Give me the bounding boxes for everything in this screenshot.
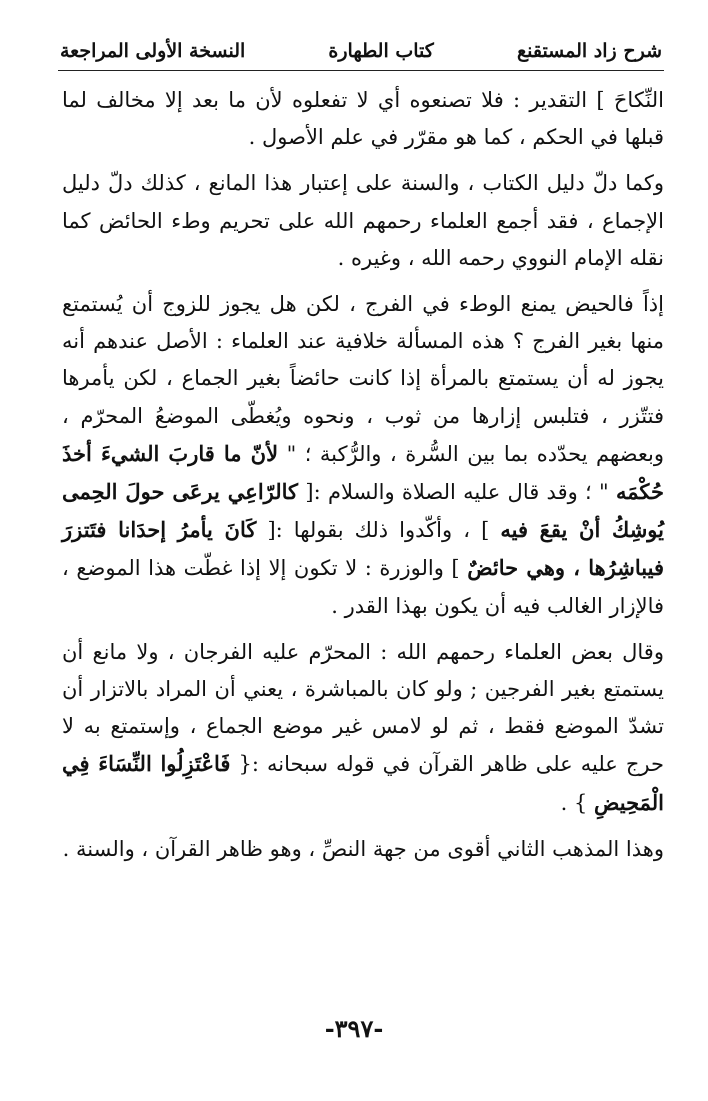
paragraph-2-text: وكما دلّ دليل الكتاب ، والسنة على إعتبار هذا المانع ، كذلك دلّ دليل الإجماع ، فقد أجمع العلماء رحمهم الله على تحريم وطء الحائض كما نقله الإمام النووي رحمه الله ، وغيره . xyxy=(62,171,664,270)
paragraph-4-text-c: } . xyxy=(560,790,588,815)
paragraph-1 xyxy=(62,82,664,156)
paragraph-3-text-c: " ؛ وقد قال عليه الصلاة والسلام :[ xyxy=(305,480,609,505)
legal-maxim: لأنّ ما قاربَ الشيءَ أخذَ حُكْمَه xyxy=(62,440,664,505)
paragraph-1-text: النِّكاحَ ] التقدير : فلا تصنعوه أي لا تفعلوه لأن ما بعد إلا مخالف لما قبلها في الحكم ، كما هو مقرّر في علم الأصول . xyxy=(62,88,664,150)
paragraph-3-text-a: إذاً فالحيض يمنع الوطء في الفرج ، لكن هل يجوز للزوج أن يُستمتع منها بغير الفرج ؟ هذه المسألة خلافية عند العلماء : الأصل عندهم أنه يجوز له أن يستمتع بالمرأة إذا كانت حائضاً بغير الجماع ، لكن يأمرها فتتّزر ، فتلبس إزارها من ثوب ، ونحوه ويُغطّى الموضعُ المحرّم ، وبعضهم يحدّده بما بين السُّرة ، والرُّكبة ؛ " xyxy=(62,292,665,466)
page-number: -٣٩٧- xyxy=(324,1014,384,1043)
header-chapter-title: كتاب الطهارة xyxy=(328,40,434,62)
header-edition-note: النسخة الأولى المراجعة xyxy=(60,40,246,62)
page-body xyxy=(62,82,664,868)
paragraph-2 xyxy=(62,165,664,277)
paragraph-3 xyxy=(62,286,664,625)
paragraph-3-text-g: ] والوزرة : لا تكون إلا إذا غطّت هذا الموضع ، فالإزار الغالب فيه أن يكون بهذا القدر . xyxy=(62,556,664,618)
header-book-title: شرح زاد المستقنع xyxy=(516,40,662,62)
quran-verse: فَاعْتَزِلُوا النِّسَاءَ فِي الْمَحِيضِ xyxy=(62,751,664,815)
header-divider xyxy=(58,70,664,71)
hadith-quote-1: كالرّاعِي يرعَى حولَ الحِمى يُوشِكُ أنْ يقعَ فيه xyxy=(62,479,664,543)
paragraph-5 xyxy=(62,831,664,868)
paragraph-4-text-a: وقال بعض العلماء رحمهم الله : المحرّم عليه الفرجان ، ولا مانع أن يستمتع بغير الفرجين ; ولو كان بالمباشرة ، يعني أن المراد بالاتزار أن تشدّ الموضع فقط ، ثم لو لامس غير موضع الجماع ، وإستمتع به لا حرج عليه على ظاهر القرآن في قوله سبحانه :{ xyxy=(62,639,664,777)
paragraph-3-text-e: ] ، وأكّدوا ذلك بقولها :[ xyxy=(267,518,490,543)
hadith-quote-2: كَانَ يأمرُ إحدَانا فتَتزرَ فيباشِرُها ، وهي حائضٌ xyxy=(62,517,664,581)
paragraph-5-text: وهذا المذهب الثاني أقوى من جهة النصِّ ، وهو ظاهر القرآن ، والسنة . xyxy=(62,836,664,861)
running-header xyxy=(60,36,662,66)
paragraph-4 xyxy=(62,634,664,822)
